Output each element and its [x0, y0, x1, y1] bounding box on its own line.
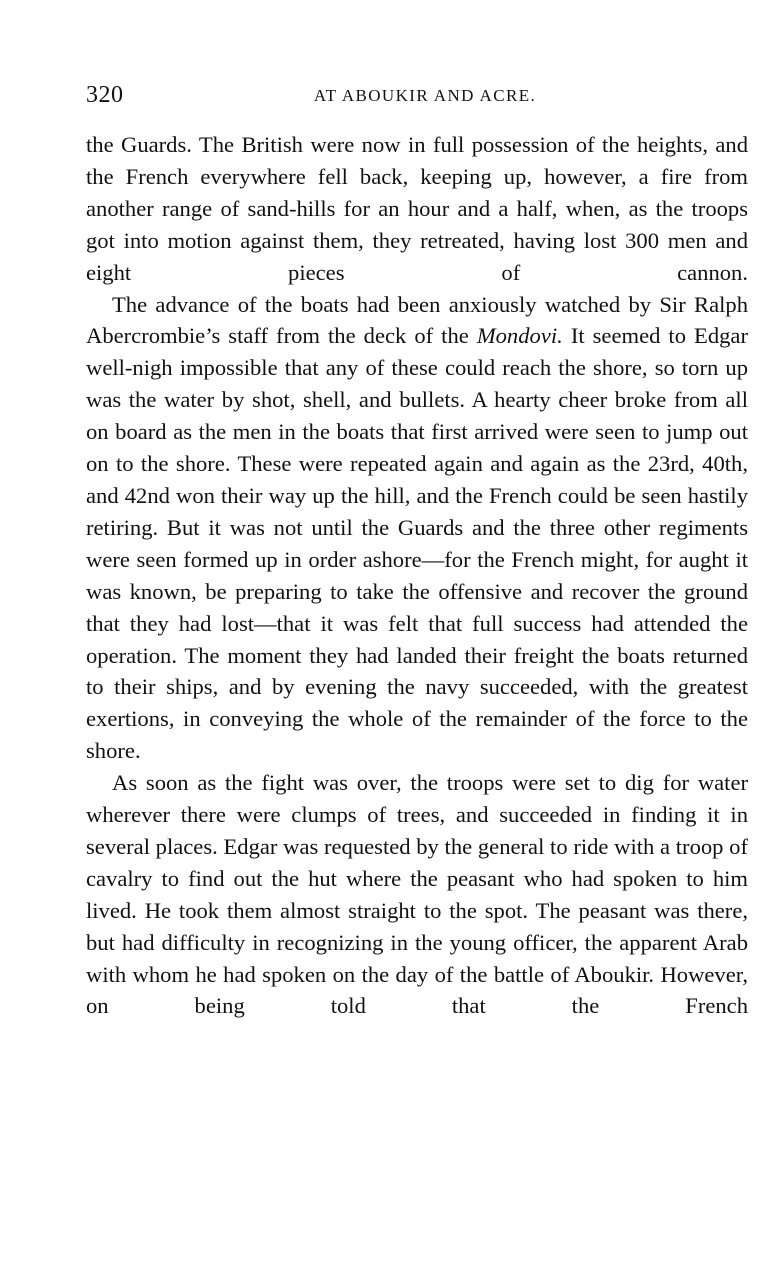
text-line: in finding it in several places. Edgar was requested by the — [86, 802, 749, 859]
text-line: the Guards. The British were now in full possession of the — [86, 132, 630, 157]
text-line: again as the 23rd, 40th, and 42nd won their way up the — [86, 451, 749, 508]
text-line: could reach the shore, so torn up was the water by shot, — [86, 355, 749, 413]
text-line: of cannon. — [501, 259, 748, 285]
text-line: it was not until the Guards and the three other regiments — [208, 514, 748, 540]
text-line: battle of Aboukir. However, on being told that the French — [86, 961, 749, 1019]
text-line: ships, and by evening the navy succeeded, with the greatest — [166, 674, 748, 700]
text-line: general to ride with a troop of cavalry to find out the hut — [86, 833, 748, 891]
text-line: and recover the ground that they had lost—that it was felt — [86, 578, 749, 636]
text-line: Sir Ralph Abercrombie’s staff from the deck of the — [86, 291, 749, 349]
text-line: for water wherever there were clumps of trees, and succeeded — [86, 770, 748, 828]
running-title: AT ABOUKIR AND ACRE. — [313, 86, 537, 105]
paragraph-2 — [86, 289, 748, 768]
text-line: It seemed to Edgar well-nigh impossible that any of these — [86, 323, 748, 381]
text-line: them, they retreated, having lost 300 men and eight pieces — [86, 227, 748, 285]
ship-name: Mondovi. — [476, 323, 563, 349]
paragraph-3 — [86, 767, 748, 1022]
text-line: that full success had attended the operation. The moment — [86, 610, 748, 668]
text-line: were seen formed up in order ashore—for the French might, — [86, 546, 640, 572]
text-line: The advance of the boats had been anxiously watched by — [112, 291, 652, 317]
text-line: but had difficulty in recognizing in the young officer, the — [86, 929, 613, 955]
text-line: however, a fire from another range of sand-hills for an hour — [86, 163, 748, 221]
text-line: jump out on to the shore. These were repeated again and — [86, 419, 748, 477]
text-line: they had landed their freight the boats returned to their — [86, 642, 748, 700]
body-text — [86, 129, 748, 1022]
text-line: and a half, when, as the troops got into motion against — [86, 195, 748, 253]
text-line: where the peasant who had spoken to him lived. He took — [86, 865, 748, 923]
text-line: hill, and the French could be seen hastily retiring. But — [86, 482, 748, 540]
text-line: for aught it was known, be preparing to take the offensive — [86, 546, 749, 604]
text-line: exertions, in conveying the whole of the remainder of the — [86, 706, 631, 732]
paragraph-1 — [86, 129, 748, 289]
text-line: shell, and bullets. A hearty cheer broke from all on board — [86, 387, 748, 445]
text-line: apparent Arab with whom he had spoken on the day of the — [86, 929, 748, 987]
text-line: force to the shore. — [86, 706, 749, 764]
text-line: them almost straight to the spot. The peasant was there, — [227, 897, 748, 923]
text-line: as the men in the boats that first arrived were seen to — [173, 419, 660, 445]
running-head — [86, 78, 748, 112]
text-line: As soon as the fight was over, the troops were set to dig — [112, 770, 654, 796]
page-number: 320 — [86, 82, 124, 108]
text-line: heights, and the French everywhere fell back, keeping up, — [86, 132, 748, 189]
